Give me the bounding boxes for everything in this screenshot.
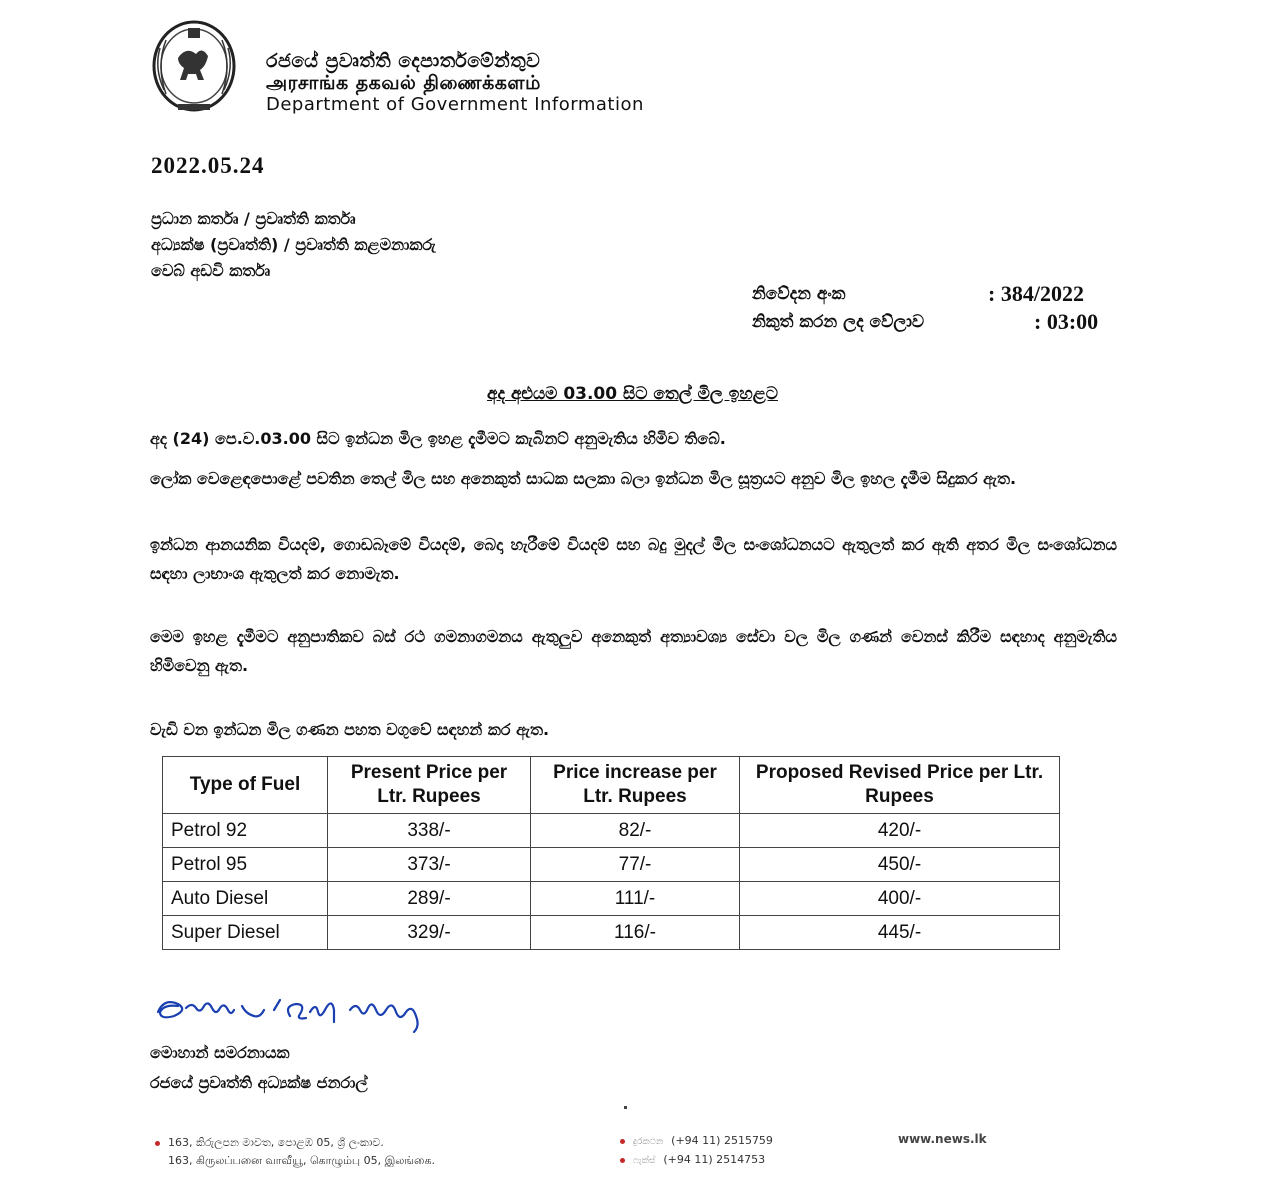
fuel-type-cell: Petrol 95 <box>163 848 328 882</box>
revised-price-cell: 450/- <box>740 848 1060 882</box>
body-paragraph: ලෝක වෙළෙඳපොළේ පවතින තෙල් මිල සහ අනෙකුත් සාධක සලකා බලා ඉන්ධන මිල සූත්‍රයට අනුව මිල ඉහල දැමීම සිදුකර ඇත. <box>150 469 1017 488</box>
release-date: 2022.05.24 <box>151 153 265 178</box>
footer-contact <box>620 1132 773 1170</box>
phone-bullet-icon <box>620 1139 625 1144</box>
present-price-cell: 338/- <box>328 814 531 848</box>
present-price-cell: 289/- <box>328 882 531 916</box>
table-row <box>163 882 1060 916</box>
body-paragraph: වැඩි වන ඉන්ධන මිල ගණන පහත වගුවේ සඳහන් කර ඇත. <box>150 720 550 739</box>
table-row <box>163 848 1060 882</box>
fuel-type-cell: Auto Diesel <box>163 882 328 916</box>
price-increase-cell: 111/- <box>531 882 740 916</box>
handwritten-signature <box>150 990 440 1040</box>
department-name-english: Department of Government Information <box>266 94 644 115</box>
signatory-title: රජයේ ප්‍රවෘත්ති අධ්‍යක්ෂ ජනරාල් <box>150 1073 368 1092</box>
table-row <box>163 916 1060 950</box>
price-increase-cell: 77/- <box>531 848 740 882</box>
addressee-line: වෙබ් අඩවි කර්තෘ <box>151 261 271 280</box>
addressee-line: අධ්‍යක්ෂ (ප්‍රවෘත්ති) / ප්‍රවෘත්ති කළමනාකරු <box>151 235 436 254</box>
fax-label: ෆැක්ස් <box>633 1156 656 1166</box>
issue-time-label: නිකුත් කරන ලද වේලාව <box>752 312 925 332</box>
release-number-value: : 384/2022 <box>988 281 1084 306</box>
column-header: Proposed Revised Price per Ltr. Rupees <box>740 757 1060 814</box>
footer-website: www.news.lk <box>898 1132 987 1146</box>
fuel-price-table <box>162 756 1060 950</box>
price-increase-cell: 116/- <box>531 916 740 950</box>
department-name-sinhala: රජයේ ප්‍රවෘත්ති දෙපාර්තමේන්තුව <box>266 50 541 72</box>
column-header: Present Price per Ltr. Rupees <box>328 757 531 814</box>
signatory-name: මොහාන් සමරනායක <box>150 1043 290 1062</box>
table-row <box>163 814 1060 848</box>
body-paragraph: ඉන්ධන ආනයනික වියදම්, ගොඩබෑමේ වියදම්, බෙදා හැරීමේ වියදම් සහ බදු මුදල් මිල සංශෝධනයට ඇතුලත් කර ඇති අතර මිල සංශෝධනය සඳහා ලාභාංශ ඇතුලත් කර නොමැත. <box>150 535 1117 583</box>
addressee-block <box>151 206 436 284</box>
divider-mark <box>624 1106 627 1109</box>
revised-price-cell: 420/- <box>740 814 1060 848</box>
footer-address-tamil: 163, கிருலப்பனை வாவீயூ, கொழும்பு 05, இலங்கை. <box>168 1154 435 1167</box>
body-paragraph: මෙම ඉහළ දැමීමට අනුපාතිකව බස් රථ ගමනාගමනය ඇතුලුව අනෙකුත් අත්‍යාවශ්‍ය සේවා වල මිල ගණන් වෙනස් කිරීම සඳහාද අනුමැතිය හිමිවෙනු ඇත. <box>150 627 1117 675</box>
table-header-row <box>163 757 1060 814</box>
present-price-cell: 329/- <box>328 916 531 950</box>
fax-number: (+94 11) 2514753 <box>663 1153 766 1166</box>
headline: අද අළුයම 03.00 සිට තෙල් මිල ඉහළට <box>487 384 778 404</box>
column-header: Type of Fuel <box>163 757 328 814</box>
reference-block <box>752 280 1099 336</box>
bullet-icon <box>155 1141 160 1146</box>
issue-time-value: : 03:00 <box>1034 309 1099 334</box>
fax-bullet-icon <box>620 1158 625 1163</box>
revised-price-cell: 445/- <box>740 916 1060 950</box>
fuel-type-cell: Super Diesel <box>163 916 328 950</box>
footer-address-sinhala: 163, කිරුලපන මාවත, පොළඹ 05, ශ්‍රී ලංකාව. <box>168 1136 384 1149</box>
revised-price-cell: 400/- <box>740 882 1060 916</box>
body-paragraph: අද (24) පෙ.ව.03.00 සිට ඉන්ධන මිල ඉහළ දැමීමට කැබිනට් අනුමැතිය හිමිව තිබේ. <box>150 429 726 448</box>
release-number-label: නිවේදන අංක <box>752 284 846 304</box>
sri-lanka-emblem-icon <box>148 18 240 118</box>
letterhead <box>266 50 644 116</box>
column-header: Price increase per Ltr. Rupees <box>531 757 740 814</box>
addressee-line: ප්‍රධාන කර්තෘ / ප්‍රවෘත්ති කර්තෘ <box>151 209 356 228</box>
phone-number: (+94 11) 2515759 <box>671 1134 773 1147</box>
signatory-block <box>150 1038 368 1098</box>
price-increase-cell: 82/- <box>531 814 740 848</box>
phone-label: දුරකථන <box>633 1137 664 1147</box>
present-price-cell: 373/- <box>328 848 531 882</box>
footer-address <box>155 1134 435 1170</box>
department-name-tamil: அரசாங்க தகவல் திணைக்களம் <box>266 72 541 94</box>
fuel-type-cell: Petrol 92 <box>163 814 328 848</box>
